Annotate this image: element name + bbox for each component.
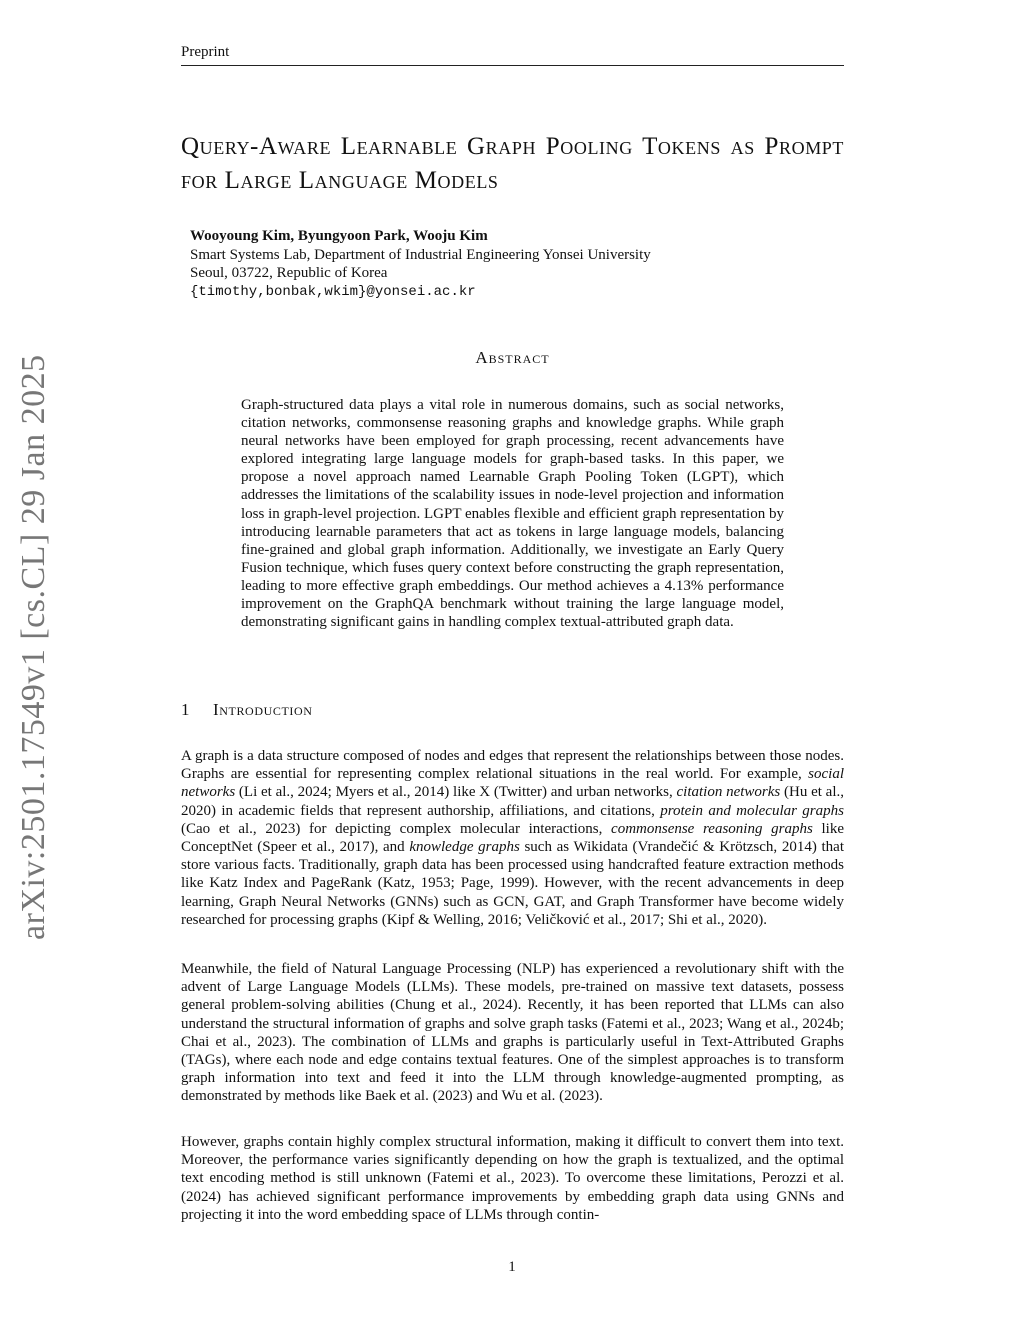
text-run: (Hu et al., 2020) in academic fields that represent authorship, affiliations, and citations, [181,784,844,819]
section-number: 1 [181,700,191,719]
section-heading [181,700,313,720]
arxiv-side-identifier: arXiv:2501.17549v1 [cs.CL] 29 Jan 2025 [15,354,52,940]
emphasis: commonsense reasoning graphs [611,820,813,837]
page-number: 1 [508,1259,516,1275]
text-run: such as Wikidata (Vrandečić & Krötzsch, 2014) that store various facts. Traditionally, graph data has been processed using handcrafted feature extraction methods like Katz Index and PageRank (Katz, 1953; Page, 1999). However, with the recent advancements in deep learning, Graph Neural Networks (GNNs) such as GCN, GAT, and Graph Transformer have become widely researched for processing graphs (Kipf & Welling, 2016; Veličković et al., 2017; Shi et al., 2020). [181,839,844,928]
abstract-body: Graph-structured data plays a vital role in numerous domains, such as social networks, citation networks, commonsense reasoning graphs and knowledge graphs. While graph neural networks have been employed for graph processing, recent advancements have explored integrating large language models for graph-based tasks. In this paper, we propose a novel approach named Learnable Graph Pooling Token (LGPT), which addresses the limitations of the scalability issues in node-level projection and information loss in graph-level projection. LGPT enables flexible and efficient graph representation by introducing learnable parameters that act as tokens in large language models, balancing fine-grained and global graph information. Additionally, we investigate an Early Query Fusion technique, which fuses query context before constructing the graph representation, leading to more effective graph embeddings. Our method achieves a 4.13% performance improvement on the GraphQA benchmark without training the large language model, demonstrating significant gains in handling complex textual-attributed graph data. [241,397,784,631]
emphasis: social networks [181,766,844,801]
text-run: A graph is a data structure composed of nodes and edges that represent the relationships between those nodes. Graphs are essential for representing complex relational situations in the real world. For example, [181,748,844,783]
abstract-heading: Abstract [475,348,550,367]
running-header: Preprint [181,44,230,60]
author-address: Seoul, 03722, Republic of Korea [190,265,388,281]
intro-paragraph-1 [181,747,844,929]
author-email: {timothy,bonbak,wkim}@yonsei.ac.kr [190,283,476,300]
intro-paragraph-2: Meanwhile, the field of Natural Language Processing (NLP) has experienced a revolutionary shift with the advent of Large Language Models (LLMs). These models, pre-trained on massive text datasets, possess general problem-solving abilities (Chung et al., 2024). Recently, it has been reported that LLMs can also understand the structural information of graphs and solve graph tasks (Fatemi et al., 2023; Wang et al., 2024b; Chai et al., 2023). The combination of LLMs and graphs is particularly useful in Text-Attributed Graphs (TAGs), where each node and edge contains textual features. One of the simplest approaches is to transform graph information into text and feed it into the LLM through knowledge-augmented prompting, as demonstrated by methods like Baek et al. (2023) and Wu et al. (2023). [181,961,844,1105]
text-run: (Li et al., 2024; Myers et al., 2014) like X (Twitter) and urban networks, [235,784,677,801]
header-rule [181,65,844,66]
emphasis: knowledge graphs [409,839,520,856]
section-title: Introduction [213,700,313,719]
text-run: like ConceptNet (Speer et al., 2017), and [181,820,844,856]
paper-title: Query-Aware Learnable Graph Pooling Tokens as Prompt for Large Language Models [181,133,844,194]
text-run: (Cao et al., 2023) for depicting complex molecular interactions, [181,820,612,837]
intro-paragraph-3: However, graphs contain highly complex structural information, making it difficult to convert them into text. Moreover, the performance varies significantly depending on how the graph is textualized, and the optimal text encoding method is still unknown (Fatemi et al., 2023). To overcome these limitations, Perozzi et al. (2024) has achieved significant performance improvements by embedding graph data using GNNs and projecting it into the word embedding space of LLMs through contin- [181,1134,844,1223]
emphasis: citation networks [676,784,781,801]
emphasis: protein and molecular graphs [660,802,844,819]
author-block [190,227,651,301]
author-names: Wooyoung Kim, Byungyoon Park, Wooju Kim [190,228,488,244]
author-affiliation: Smart Systems Lab, Department of Industrial Engineering Yonsei University [190,246,651,263]
